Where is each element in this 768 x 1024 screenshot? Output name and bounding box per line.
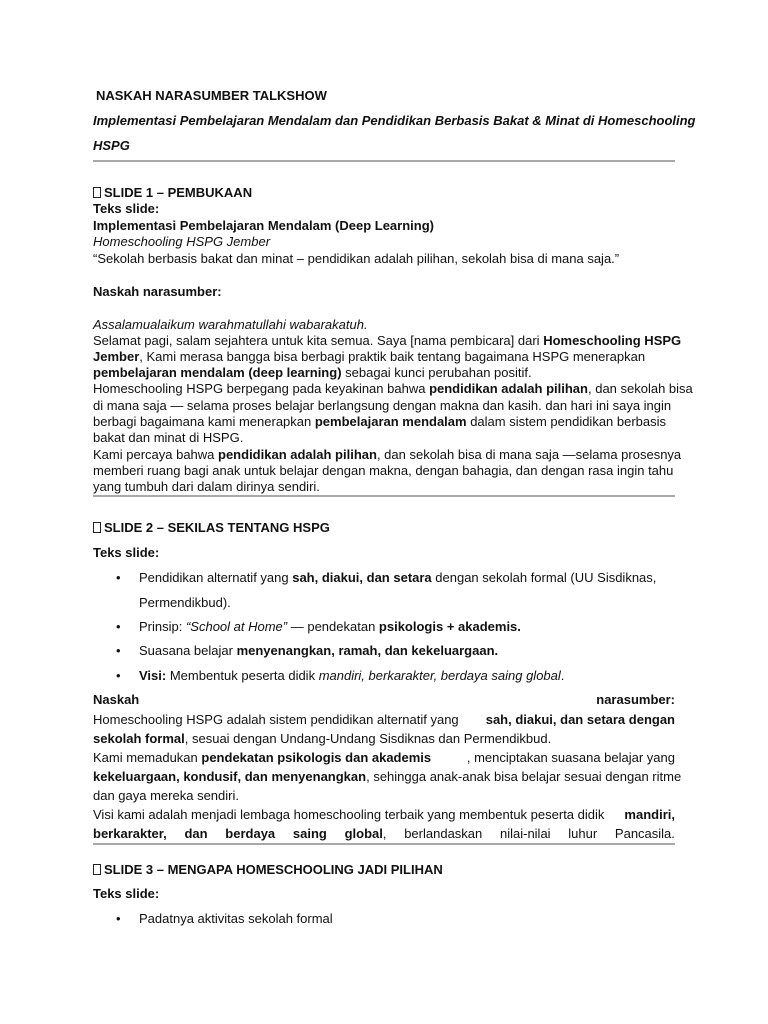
slide1-heading: SLIDE 1 – PEMBUKAAN xyxy=(93,185,675,201)
checkbox-glyph-icon xyxy=(93,864,101,875)
document-subtitle-line-1: Implementasi Pembelajaran Mendalam dan Pendidikan Berbasis Bakat & Minat di Homeschooling xyxy=(93,113,696,128)
slide1-naskah-label: Naskah narasumber: xyxy=(93,284,222,299)
document-page: NASKAH NARASUMBER TALKSHOW Implementasi Pembelajaran Mendalam dan Pendidikan Berbasis Bakat & Minat di Homeschooling HSPG SLIDE 1 – PEMBUKAAN Teks slide: Implementasi Pembelajaran Mendalam (Deep Learning) Homeschooling HSPG Jember “Sekolah berbasis bakat dan minat – pendidikan adalah pilihan, sekolah bisa di mana saja.” Naskah narasumber: Assalamualaikum warahmatullahi wabarakatuh. Selamat pagi, salam sejahtera untuk kita semua. Saya [nama pembicara] dari Homeschooling HSPG Jember, Kami merasa bangga bisa berbagi praktik baik tentang bagaimana HSPG menerapkan pembelajaran mendalam (deep learning) sebagai kunci perubahan positif. Homeschooling HSPG berpegang pada keyakinan bahwa pendidikan adalah pilihan, dan sekolah bisa di mana saja — selama proses belajar berlangsung dengan makna dan kasih. dan hari ini saya ingin berbagi bagaimana kami menerapkan pembelajaran mendalam dalam sistem pendidikan berbasis bakat dan minat di HSPG. Kami percaya bahwa pendidikan adalah pilihan, dan sekolah bisa di mana saja —selama prosesnya memberi ruang bagi anak untuk belajar dengan makna, dengan bahagia, dan dengan rasa ingin tahu yang tumbuh dari dalam dirinya sendiri. SLIDE 2 – SEKILAS TENTANG HSPG Teks slide: • Pendidikan alternatif yang sah, diakui, dan setara dengan sekolah formal (UU Sisdiknas, Permendikbud). • Prinsip: “School at Home” — pendekatan psikologis + akademis. • Suasana belajar menyenangkan, ramah, dan kekeluargaan. • Visi: Membentuk peserta didik mandiri, berkarakter, berdaya saing global. Naskah narasumber: Homeschooling HSPG adalah sistem pendidikan alternatif yang sah, diakui, dan setara dengan sekolah formal, sesuai dengan Undang-Undang Sisdiknas dan Permendikbud. Kami memadukan pendekatan psikologis dan akademis , menciptakan suasana belajar yang kekeluargaan, kondusif, dan menyenangkan , sehingga anak-anak bisa belajar sesuai dengan ritme dan gaya mereka sendiri. Visi kami adalah menjadi lembaga homeschooling terbaik yang membentuk peserta didik mandiri, berkarakter, dan berdaya saing global, berlandaskan nilai-nilai luhur Pancasila. SLIDE 3 – MENGAPA HOMESCHOOLING JADI PILIHAN Teks slide: • Padatnya aktivitas sekolah formal xyxy=(93,88,696,926)
divider xyxy=(93,495,675,497)
divider xyxy=(93,843,675,845)
slide2-paragraph2-line2: kekeluargaan, kondusif, dan menyenangkan , sehingga anak-anak bisa belajar sesuai dengan ritme xyxy=(93,769,682,784)
slide2-teks-label: Teks slide: xyxy=(93,545,160,560)
slide3-teks-label: Teks slide: xyxy=(93,886,160,901)
slide1-paragraph1-line2: Jember, Kami merasa bangga bisa berbagi praktik baik tentang bagaimana HSPG menerapkan xyxy=(93,349,646,364)
slide1-paragraph1-line1: Selamat pagi, salam sejahtera untuk kita semua. Saya [nama pembicara] dari Homeschooling HSPG xyxy=(93,333,682,348)
slide1-paragraph2-line3: berbagi bagaimana kami menerapkan pembelajaran mendalam dalam sistem pendidikan berbasis xyxy=(93,414,667,429)
slide3-heading: SLIDE 3 – MENGAPA HOMESCHOOLING JADI PILIHAN xyxy=(93,862,675,878)
slide1-teks-label: Teks slide: xyxy=(93,201,160,216)
slide2-heading: SLIDE 2 – SEKILAS TENTANG HSPG xyxy=(93,520,675,536)
slide2-paragraph1-line1: Homeschooling HSPG adalah sistem pendidikan alternatif yang sah, diakui, dan setara dengan xyxy=(93,712,675,727)
slide1-slide-subtitle: Homeschooling HSPG Jember xyxy=(93,234,271,249)
slide1-paragraph3-line1: Kami percaya bahwa pendidikan adalah pilihan, dan sekolah bisa di mana saja —selama prosesnya xyxy=(93,447,682,462)
slide1-paragraph3-line3: yang tumbuh dari dalam dirinya sendiri. xyxy=(93,479,320,494)
slide1-paragraph3-line2: memberi ruang bagi anak untuk belajar dengan makna, dengan bahagia, dan dengan rasa ingin tahu xyxy=(93,463,674,478)
slide2-paragraph3-line2: berkarakter, dan berdaya saing global, berlandaskan nilai-nilai luhur Pancasila. xyxy=(93,826,675,841)
slide1-paragraph2-line1: Homeschooling HSPG berpegang pada keyakinan bahwa pendidikan adalah pilihan, dan sekolah bisa xyxy=(93,381,693,396)
divider xyxy=(93,160,675,162)
slide1-slide-quote: “Sekolah berbasis bakat dan minat – pendidikan adalah pilihan, sekolah bisa di mana saja.” xyxy=(93,251,620,266)
document-title: NASKAH NARASUMBER TALKSHOW xyxy=(96,88,327,103)
slide1-greeting: Assalamualaikum warahmatullahi wabarakatuh. xyxy=(93,317,368,332)
slide1-paragraph2-line4: bakat dan minat di HSPG. xyxy=(93,430,244,445)
checkbox-glyph-icon xyxy=(93,522,101,533)
slide2-paragraph2-line1: Kami memadukan pendekatan psikologis dan akademis , menciptakan suasana belajar yang xyxy=(93,750,675,765)
slide1-paragraph1-line3: pembelajaran mendalam (deep learning) sebagai kunci perubahan positif. xyxy=(93,365,532,380)
checkbox-glyph-icon xyxy=(93,187,101,198)
slide2-paragraph2-line3: dan gaya mereka sendiri. xyxy=(93,788,239,803)
slide1-paragraph2-line2: di mana saja — selama proses belajar berlangsung dengan makna dan kasih. dan hari ini saya ingin xyxy=(93,398,672,413)
slide1-slide-title: Implementasi Pembelajaran Mendalam (Deep Learning) xyxy=(93,218,434,233)
slide2-paragraph3-line1: Visi kami adalah menjadi lembaga homeschooling terbaik yang membentuk peserta didik mandiri, xyxy=(93,807,675,822)
document-subtitle-line-2: HSPG xyxy=(93,138,130,153)
slide2-naskah-label: Naskah narasumber: xyxy=(93,692,675,707)
slide2-paragraph1-line2: sekolah formal, sesuai dengan Undang-Undang Sisdiknas dan Permendikbud. xyxy=(93,731,552,746)
